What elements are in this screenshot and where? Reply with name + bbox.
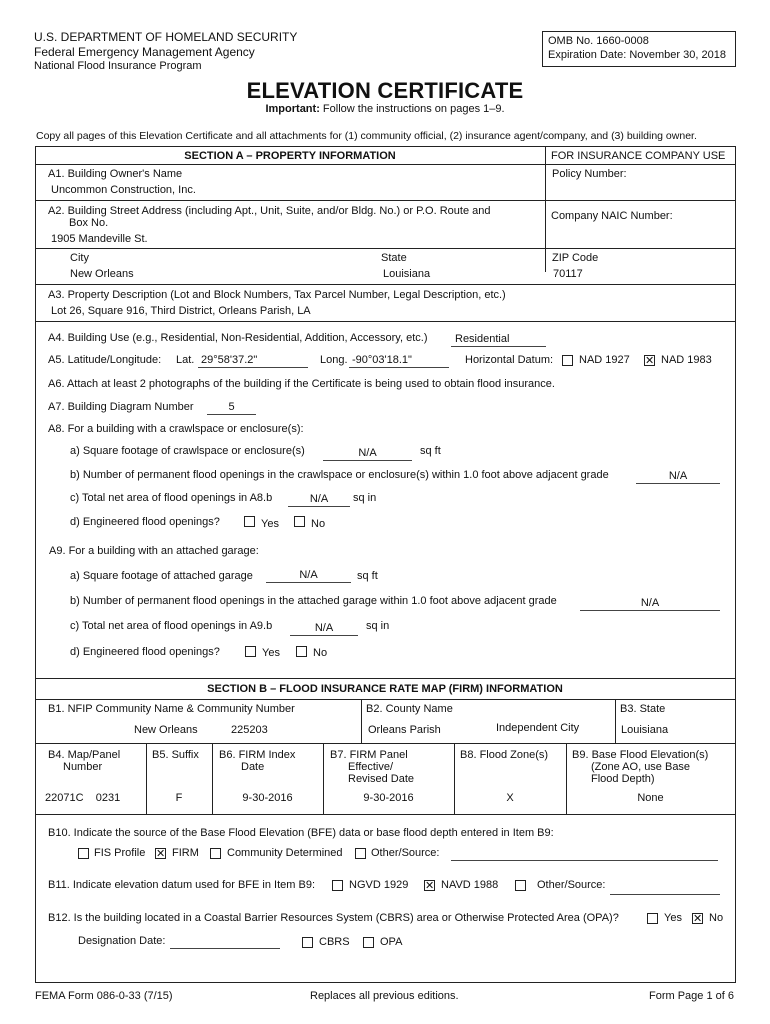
important-label: Important: <box>265 103 320 115</box>
b11-other-source-label: Other/Source: <box>537 879 606 891</box>
cbrs-checkbox[interactable] <box>302 937 313 948</box>
form-number: FEMA Form 086-0-33 (7/15) <box>35 990 173 1002</box>
b8-label: B8. Flood Zone(s) <box>460 749 549 761</box>
b5-label: B5. Suffix <box>152 749 199 761</box>
page-title: ELEVATION CERTIFICATE <box>246 78 524 103</box>
b6-firm-index-date[interactable]: 9-30-2016 <box>242 792 293 804</box>
b12-no-checkbox[interactable]: ✕ <box>693 913 703 925</box>
navd1988-checkbox[interactable]: ✕ <box>425 880 435 892</box>
b8-flood-zone[interactable]: X <box>506 792 514 804</box>
b2-label: B2. County Name <box>366 703 453 715</box>
subagency-name: Federal Emergency Management Agency <box>34 45 255 59</box>
nad1983-checkbox[interactable]: ✕ <box>645 355 655 367</box>
replaces-note: Replaces all previous editions. <box>310 990 459 1002</box>
nad1927-checkbox[interactable] <box>562 355 573 366</box>
a8b-value[interactable]: N/A <box>668 470 688 482</box>
a8-label: A8. For a building with a crawlspace or enclosure(s): <box>48 423 304 435</box>
a8c-value[interactable]: N/A <box>309 493 329 505</box>
zip-value[interactable]: 70117 <box>553 268 583 280</box>
a9a-unit: sq ft <box>357 570 378 582</box>
fis-profile-checkbox[interactable] <box>78 848 89 859</box>
opa-checkbox[interactable] <box>363 937 374 948</box>
a8a-unit: sq ft <box>420 445 441 457</box>
a8d-yes-label: Yes <box>261 518 279 530</box>
omb-number: OMB No. 1660-0008 <box>548 35 649 47</box>
a9d-yes-label: Yes <box>262 647 280 659</box>
a8b-label: b) Number of permanent flood openings in the crawlspace or enclosure(s) within 1.0 foot above adjacent grade <box>70 469 609 481</box>
a9b-label: b) Number of permanent flood openings in the attached garage within 1.0 foot above adjacent grade <box>70 595 557 607</box>
state-value[interactable]: Louisiana <box>383 268 431 280</box>
b12-label: B12. Is the building located in a Coastal Barrier Resources System (CBRS) area or Otherwise Protected Area (OPA)? <box>48 912 619 924</box>
b6-label-2: Date <box>241 761 265 773</box>
firm-label: FIRM <box>172 847 199 859</box>
state-label: State <box>381 252 407 264</box>
designation-date-label: Designation Date: <box>78 935 166 947</box>
a4-label: A4. Building Use (e.g., Residential, Non-Residential, Addition, Accessory, etc.) <box>48 332 428 344</box>
b12-no-label: No <box>709 912 724 924</box>
b9-label-3: Flood Depth) <box>591 773 655 785</box>
b6-label-1: B6. FIRM Index <box>219 749 296 761</box>
important-text: Follow the instructions on pages 1–9. <box>322 103 505 115</box>
city-value[interactable]: New Orleans <box>70 268 134 280</box>
b2-independent-city[interactable]: Independent City <box>496 722 580 734</box>
b9-label-1: B9. Base Flood Elevation(s) <box>572 749 709 761</box>
b11-label: B11. Indicate elevation datum used for BFE in Item B9: <box>48 879 315 891</box>
a8d-no-label: No <box>311 518 326 530</box>
a3-label: A3. Property Description (Lot and Block Numbers, Tax Parcel Number, Legal Description, etc.) <box>48 289 506 301</box>
navd1988-label: NAVD 1988 <box>441 879 499 891</box>
a8c-label: c) Total net area of flood openings in A8.b <box>70 492 273 504</box>
b9-label-2: (Zone AO, use Base <box>591 761 691 773</box>
a9c-unit: sq in <box>366 620 390 632</box>
zip-label: ZIP Code <box>552 252 599 264</box>
a8d-label: d) Engineered flood openings? <box>70 516 220 528</box>
b1-community-name[interactable]: New Orleans <box>134 724 198 736</box>
a1-owner-name[interactable]: Uncommon Construction, Inc. <box>51 184 196 196</box>
b2-county-name[interactable]: Orleans Parish <box>368 724 441 736</box>
b10-other-source-label: Other/Source: <box>371 847 440 859</box>
cbrs-label: CBRS <box>319 936 350 948</box>
a7-label: A7. Building Diagram Number <box>48 401 194 413</box>
long-label: Long. <box>320 354 348 366</box>
a6-label: A6. Attach at least 2 photographs of the building if the Certificate is being used to obtain flood insurance. <box>48 378 555 390</box>
a4-building-use[interactable]: Residential <box>455 333 510 345</box>
a9d-no-checkbox[interactable] <box>296 646 307 657</box>
b3-state[interactable]: Louisiana <box>621 724 669 736</box>
a5-label: A5. Latitude/Longitude: <box>48 354 162 366</box>
city-label: City <box>70 252 89 264</box>
a2-label-line1: A2. Building Street Address (including Apt., Unit, Suite, and/or Bldg. No.) or P.O. Route and <box>48 205 491 217</box>
community-determined-checkbox[interactable] <box>210 848 221 859</box>
a9d-label: d) Engineered flood openings? <box>70 646 220 658</box>
ngvd1929-label: NGVD 1929 <box>349 879 409 891</box>
lat-label: Lat. <box>176 354 195 366</box>
firm-checkbox[interactable]: ✕ <box>156 848 166 860</box>
b12-yes-label: Yes <box>664 912 682 924</box>
datum-label: Horizontal Datum: <box>465 354 554 366</box>
b7-label-2: Effective/ <box>348 761 394 773</box>
a8c-unit: sq in <box>353 492 377 504</box>
insurance-use-title: FOR INSURANCE COMPANY USE <box>551 150 726 162</box>
b9-base-flood-elevation[interactable]: None <box>637 792 664 804</box>
b1-community-number[interactable]: 225203 <box>231 724 268 736</box>
b12-yes-checkbox[interactable] <box>647 913 658 924</box>
ngvd1929-checkbox[interactable] <box>332 880 343 891</box>
opa-label: OPA <box>380 936 403 948</box>
b4-label-2: Number <box>63 761 103 773</box>
b4-label-1: B4. Map/Panel <box>48 749 121 761</box>
a8d-no-checkbox[interactable] <box>294 516 305 527</box>
policy-number-label: Policy Number: <box>552 168 627 180</box>
b3-label: B3. State <box>620 703 666 715</box>
a9b-value[interactable]: N/A <box>640 597 660 609</box>
a3-property-description[interactable]: Lot 26, Square 916, Third District, Orleans Parish, LA <box>51 305 311 317</box>
page-number: Form Page 1 of 6 <box>649 990 734 1002</box>
a9-label: A9. For a building with an attached garage: <box>49 545 259 557</box>
a1-label: A1. Building Owner's Name <box>48 168 183 180</box>
program-name: National Flood Insurance Program <box>34 60 202 72</box>
nad1983-label: NAD 1983 <box>661 354 712 366</box>
important-note <box>0 103 770 115</box>
latitude-value[interactable]: 29°58'37.2" <box>201 354 258 366</box>
b7-firm-panel-date[interactable]: 9-30-2016 <box>363 792 414 804</box>
a2-label-line2: Box No. <box>69 217 109 229</box>
agency-name: U.S. DEPARTMENT OF HOMELAND SECURITY <box>34 30 298 44</box>
a8a-value[interactable]: N/A <box>358 447 377 459</box>
naic-label: Company NAIC Number: <box>551 210 673 222</box>
b7-label-3: Revised Date <box>348 773 415 785</box>
longitude-value[interactable]: -90°03'18.1" <box>352 354 412 366</box>
omb-box <box>542 31 736 67</box>
expiration-date: Expiration Date: November 30, 2018 <box>548 49 726 61</box>
section-a-title: SECTION A – PROPERTY INFORMATION <box>184 150 396 162</box>
b1-label: B1. NFIP Community Name & Community Number <box>48 703 295 715</box>
a9d-yes-checkbox[interactable] <box>245 646 256 657</box>
community-determined-label: Community Determined <box>227 847 343 859</box>
a9c-value[interactable]: N/A <box>314 622 334 634</box>
a2-street-address[interactable]: 1905 Mandeville St. <box>51 233 148 245</box>
a9a-label: a) Square footage of attached garage <box>70 570 253 582</box>
b10-label: B10. Indicate the source of the Base Flood Elevation (BFE) data or base flood depth entered in Item B9: <box>48 827 554 839</box>
section-b-title: SECTION B – FLOOD INSURANCE RATE MAP (FIRM) INFORMATION <box>207 683 563 695</box>
b10-other-source-checkbox[interactable] <box>355 848 366 859</box>
copy-instruction: Copy all pages of this Elevation Certificate and all attachments for (1) community official, (2) insurance agent/company, and (3) building owner. <box>36 130 697 142</box>
fis-profile-label: FIS Profile <box>94 847 146 859</box>
a8d-yes-checkbox[interactable] <box>244 516 255 527</box>
a9d-no-label: No <box>313 647 328 659</box>
b11-other-source-checkbox[interactable] <box>515 880 526 891</box>
b4-map-panel-number[interactable]: 22071C 0231 <box>45 792 121 804</box>
nad1927-label: NAD 1927 <box>579 354 630 366</box>
a9c-label: c) Total net area of flood openings in A9.b <box>70 620 273 632</box>
b5-suffix[interactable]: F <box>175 792 183 804</box>
a7-diagram-number[interactable]: 5 <box>228 401 235 413</box>
b7-label-1: B7. FIRM Panel <box>330 749 408 761</box>
a9a-value[interactable]: N/A <box>299 569 318 581</box>
a8a-label: a) Square footage of crawlspace or enclosure(s) <box>70 445 305 457</box>
